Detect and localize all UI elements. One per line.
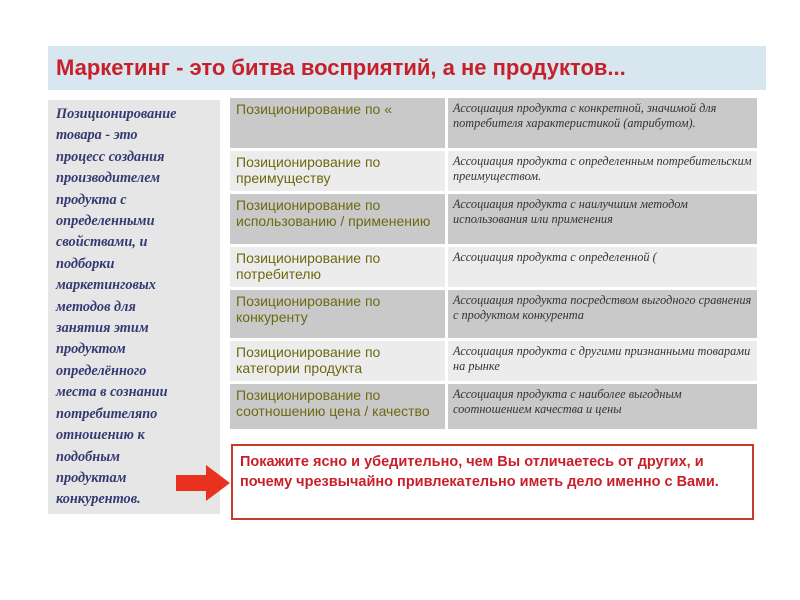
right-arrow-icon (176, 465, 230, 501)
table-row-description: Ассоциация продукта посредством выгодного сравнения с продуктом конкурента (448, 290, 757, 341)
definition-text: Позиционирование товара - это процесс создания производителем продукта с определенными свойствами, и подборки маркетинговых методов для занятия этим продуктом определённого места в сознании потребителяпо отношению к подобным продуктам конкурентов. (56, 106, 177, 508)
page-title: Маркетинг - это битва восприятий, а не продуктов... (56, 55, 626, 80)
definition-box (48, 100, 220, 514)
table-row-type: Позиционирование по « (230, 98, 448, 151)
table-row-description: Ассоциация продукта с другими признанными товарами на рынке (448, 341, 757, 384)
table-row-description: Ассоциация продукта с конкретной, значимой для потребителя характеристикой (атрибутом). (448, 98, 757, 151)
table-row-description: Ассоциация продукта с определенной ( (448, 247, 757, 290)
callout-text: Покажите ясно и убедительно, чем Вы отличаетесь от других, и почему чрезвычайно привлекательно иметь дело именно с Вами. (240, 454, 719, 490)
table-row-type: Позиционирование по соотношению цена / качество (230, 384, 448, 432)
callout-box (231, 444, 754, 520)
table-row-description: Ассоциация продукта с наилучшим методом использования или применения (448, 194, 757, 247)
table-row-type: Позиционирование по конкуренту (230, 290, 448, 341)
table-row-description: Ассоциация продукта с наиболее выгодным соотношением качества и цены (448, 384, 757, 432)
table-row-type: Позиционирование по категории продукта (230, 341, 448, 384)
table-row-type: Позиционирование по преимуществу (230, 151, 448, 194)
positioning-table (230, 98, 757, 432)
table-row-type: Позиционирование по потребителю (230, 247, 448, 290)
table-row-description: Ассоциация продукта с определенным потребительским преимуществом. (448, 151, 757, 194)
title-bar (48, 46, 766, 90)
table-row-type: Позиционирование по использованию / применению (230, 194, 448, 247)
